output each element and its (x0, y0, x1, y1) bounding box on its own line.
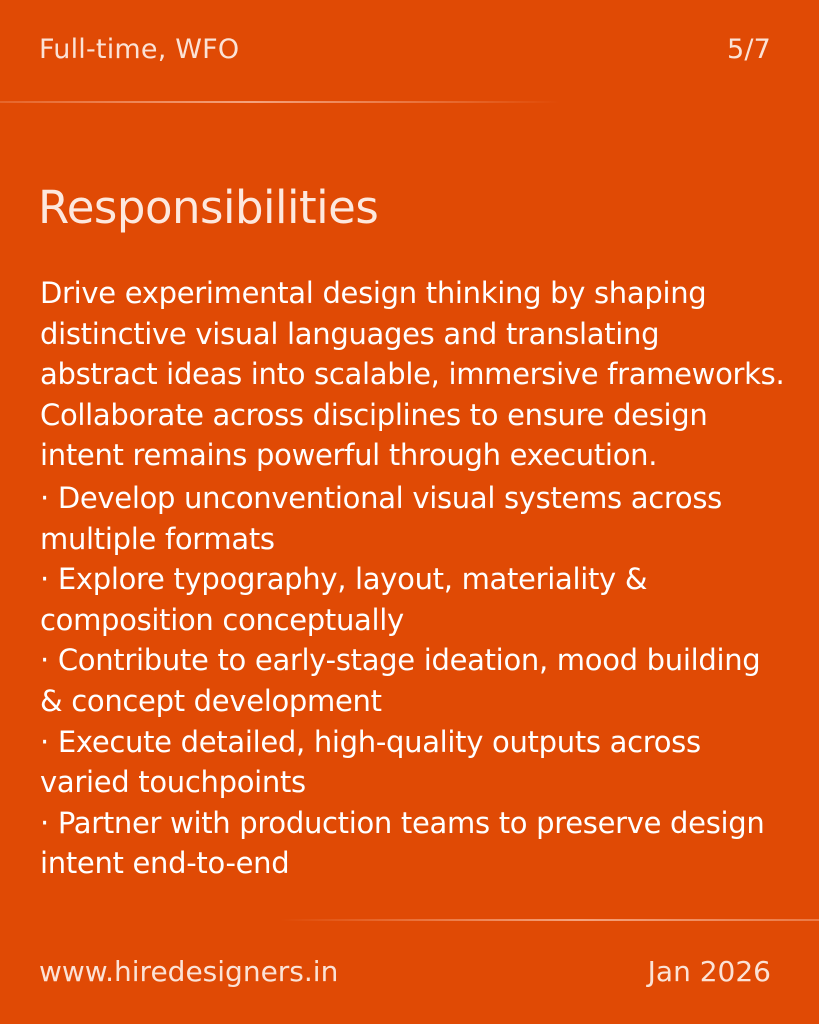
list-item: · Contribute to early-stage ideation, mood building & concept development (40, 643, 761, 718)
section-title: Responsibilities (38, 181, 379, 234)
page-indicator: 5/7 (726, 34, 771, 65)
list-item: · Develop unconventional visual systems across multiple formats (40, 480, 722, 556)
intro-paragraph: Drive experimental design thinking by shaping distinctive visual languages and translating abstract ideas into scalable, immersive frameworks. Collaborate across disciplines to ensure design intent remains powerful through execution. (40, 276, 785, 473)
website-link[interactable]: www.hiredesigners.in (39, 955, 339, 988)
list-item: · Partner with production teams to preserve design intent end-to-end (40, 805, 765, 881)
date-label: Jan 2026 (647, 955, 771, 988)
list-item: · Explore typography, layout, materiality & composition conceptually (40, 562, 648, 637)
responsibilities-list (40, 478, 785, 884)
responsibilities-content (40, 273, 785, 884)
top-divider (0, 101, 560, 103)
bottom-divider (280, 919, 819, 921)
job-type-label: Full-time, WFO (39, 34, 240, 65)
list-item: · Execute detailed, high-quality outputs across varied touchpoints (40, 724, 701, 800)
